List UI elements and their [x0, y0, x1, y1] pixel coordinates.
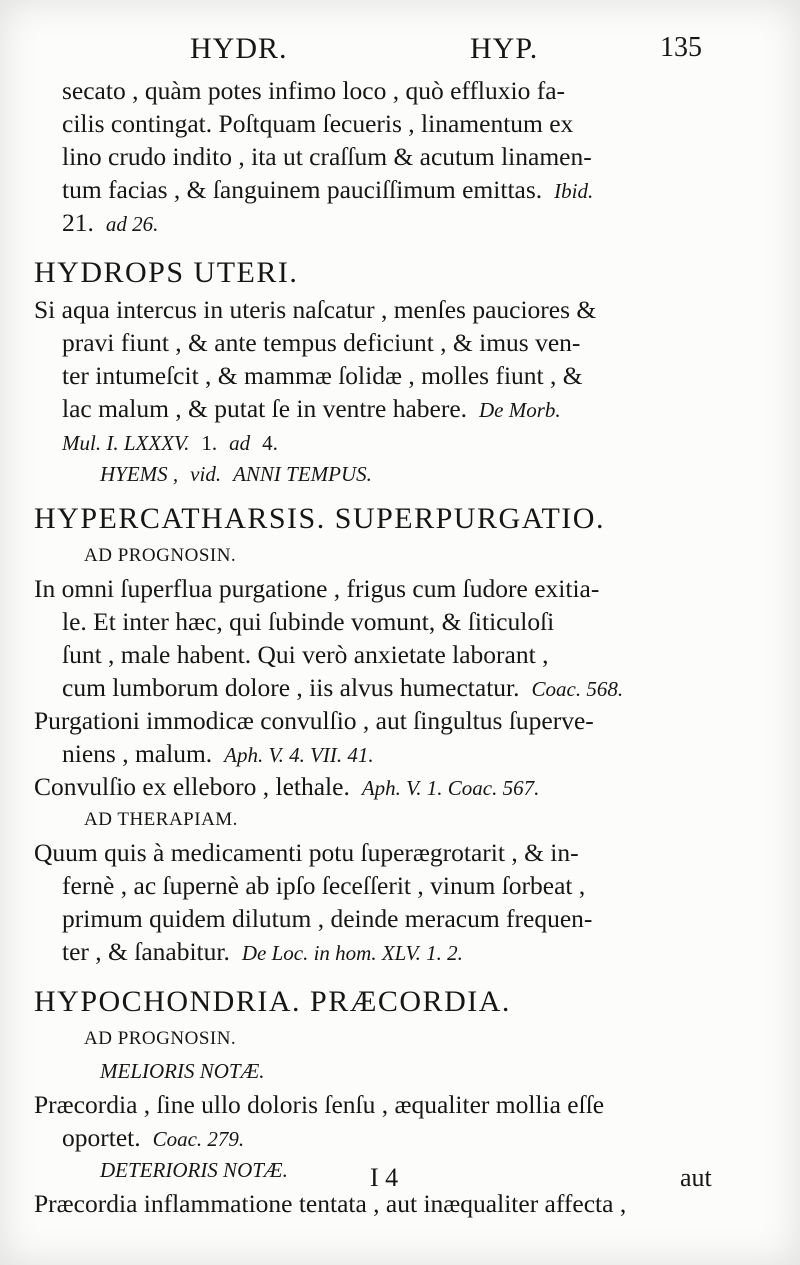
- text-line: [34, 638, 714, 671]
- line-text: AD THERAPIAM.: [84, 809, 238, 830]
- text-line: [34, 359, 714, 392]
- line-text: 21.: [62, 208, 94, 237]
- text-line: [34, 869, 714, 902]
- citation: Ibid.: [554, 179, 594, 203]
- text-line: [34, 671, 714, 704]
- section-spacer: [34, 239, 714, 253]
- citation-number: 4.: [262, 431, 278, 455]
- line-text: oportet.: [62, 1123, 141, 1152]
- note-text: MELIORIS NOTÆ.: [100, 1059, 265, 1083]
- text-line: [34, 173, 714, 206]
- citation-number: 1.: [201, 431, 218, 455]
- text-line: [34, 902, 714, 935]
- citation: Aph. V. 4. VII. 41.: [224, 743, 374, 767]
- line-text: Præcordia , ſine ullo doloris ſenſu , æqualiter mollia eſſe: [34, 1090, 605, 1119]
- line-text: AD PROGNOSIN.: [84, 1028, 237, 1049]
- line-text: fernè , ac ſupernè ab ipſo ſeceſſerit , vinum ſorbeat ,: [62, 871, 586, 900]
- line-text: niens , malum.: [62, 739, 213, 768]
- running-header: [0, 32, 800, 72]
- catchword: aut: [680, 1163, 712, 1192]
- header-center-title: HYP.: [470, 32, 539, 65]
- section-heading: [34, 253, 714, 293]
- text-line: [34, 770, 714, 803]
- section-spacer: [34, 968, 714, 982]
- note-text: DETERIORIS NOTÆ.: [100, 1158, 288, 1182]
- line-text: secato , quàm potes infimo loco , quò effluxio fa-: [62, 76, 566, 105]
- subsection-heading: [34, 803, 714, 836]
- page-footer: [0, 1163, 800, 1199]
- signature-mark: I 4: [370, 1163, 399, 1192]
- line-text: ter intumeſcit , & mammæ ſolidæ , molles fiunt , &: [62, 361, 583, 390]
- line-text: HYDROPS UTERI.: [34, 256, 299, 289]
- text-line: [34, 1088, 714, 1121]
- line-text: lac malum , & putat ſe in ventre habere.: [62, 394, 468, 423]
- text-line: [34, 425, 714, 458]
- line-text: Purgationi immodicæ convulſio , aut ſingultus ſuperve-: [34, 706, 594, 735]
- text-line: [34, 836, 714, 869]
- line-text: Convulſio ex elleboro , lethale.: [34, 772, 350, 801]
- text-line: [34, 107, 714, 140]
- citation: Mul. I. LXXXV.: [62, 431, 190, 455]
- line-text: tum facias , & ſanguinem pauciſſimum emittas.: [62, 175, 543, 204]
- text-line: [34, 293, 714, 326]
- line-text: primum quidem dilutum , deinde meracum frequen-: [62, 904, 593, 933]
- note-text: vid.: [190, 462, 222, 486]
- citation: Aph. V. 1. Coac. 567.: [361, 776, 540, 800]
- section-heading: [34, 499, 714, 539]
- text-line: [34, 737, 714, 770]
- text-line: [34, 605, 714, 638]
- line-text: le. Et inter hæc, qui ſubinde vomunt, & ſiticuloſi: [62, 607, 555, 636]
- citation: De Loc. in hom. XLV. 1. 2.: [241, 941, 463, 965]
- line-text: AD PROGNOSIN.: [84, 545, 237, 566]
- line-text: HYPERCATHARSIS. SUPERPURGATIO.: [34, 502, 605, 535]
- text-line: [34, 326, 714, 359]
- text-line: [34, 140, 714, 173]
- line-text: cilis contingat. Poſtquam ſecueris , linamentum ex: [62, 109, 574, 138]
- note-heading: [34, 458, 714, 491]
- subsection-heading: [34, 539, 714, 572]
- text-line: [34, 1121, 714, 1154]
- page-number: 135: [660, 32, 702, 63]
- line-text: Quum quis à medicamenti potu ſuperægrotarit , & in-: [34, 838, 579, 867]
- line-text: ter , & ſanabitur.: [62, 937, 230, 966]
- subsection-heading: [34, 1022, 714, 1055]
- line-text: In omni ſuperflua purgatione , frigus cum ſudore exitia-: [34, 574, 600, 603]
- text-line: [34, 392, 714, 425]
- section-heading: [34, 982, 714, 1022]
- line-text: cum lumborum dolore , iis alvus humectatur.: [62, 673, 520, 702]
- citation: Coac. 279.: [152, 1127, 245, 1151]
- section-spacer: [34, 491, 714, 499]
- note-heading: [34, 1055, 714, 1088]
- line-text: ſunt , male habent. Qui verò anxietate laborant ,: [62, 640, 549, 669]
- citation: ad: [229, 431, 251, 455]
- line-text: pravi fiunt , & ante tempus deficiunt , & imus ven-: [62, 328, 581, 357]
- line-text: lino crudo indito , ita ut craſſum & acutum linamen-: [62, 142, 592, 171]
- text-line: [34, 74, 714, 107]
- line-text: Si aqua intercus in uteris naſcatur , menſes pauciores &: [34, 295, 597, 324]
- note-text: ANNI TEMPUS.: [233, 462, 372, 486]
- citation: De Morb.: [479, 398, 561, 422]
- page-body: [34, 74, 714, 1220]
- note-text: HYEMS ,: [100, 462, 179, 486]
- header-left-title: HYDR.: [190, 32, 288, 65]
- citation: ad 26.: [105, 212, 159, 236]
- text-line: [34, 704, 714, 737]
- text-line: [34, 935, 714, 968]
- text-line: [34, 572, 714, 605]
- line-text: Præcordia inflammatione tentata , aut inæqualiter affecta ,: [34, 1189, 627, 1218]
- line-text: HYPOCHONDRIA. PRÆCORDIA.: [34, 985, 511, 1018]
- text-line: [34, 206, 714, 239]
- citation: Coac. 568.: [531, 677, 624, 701]
